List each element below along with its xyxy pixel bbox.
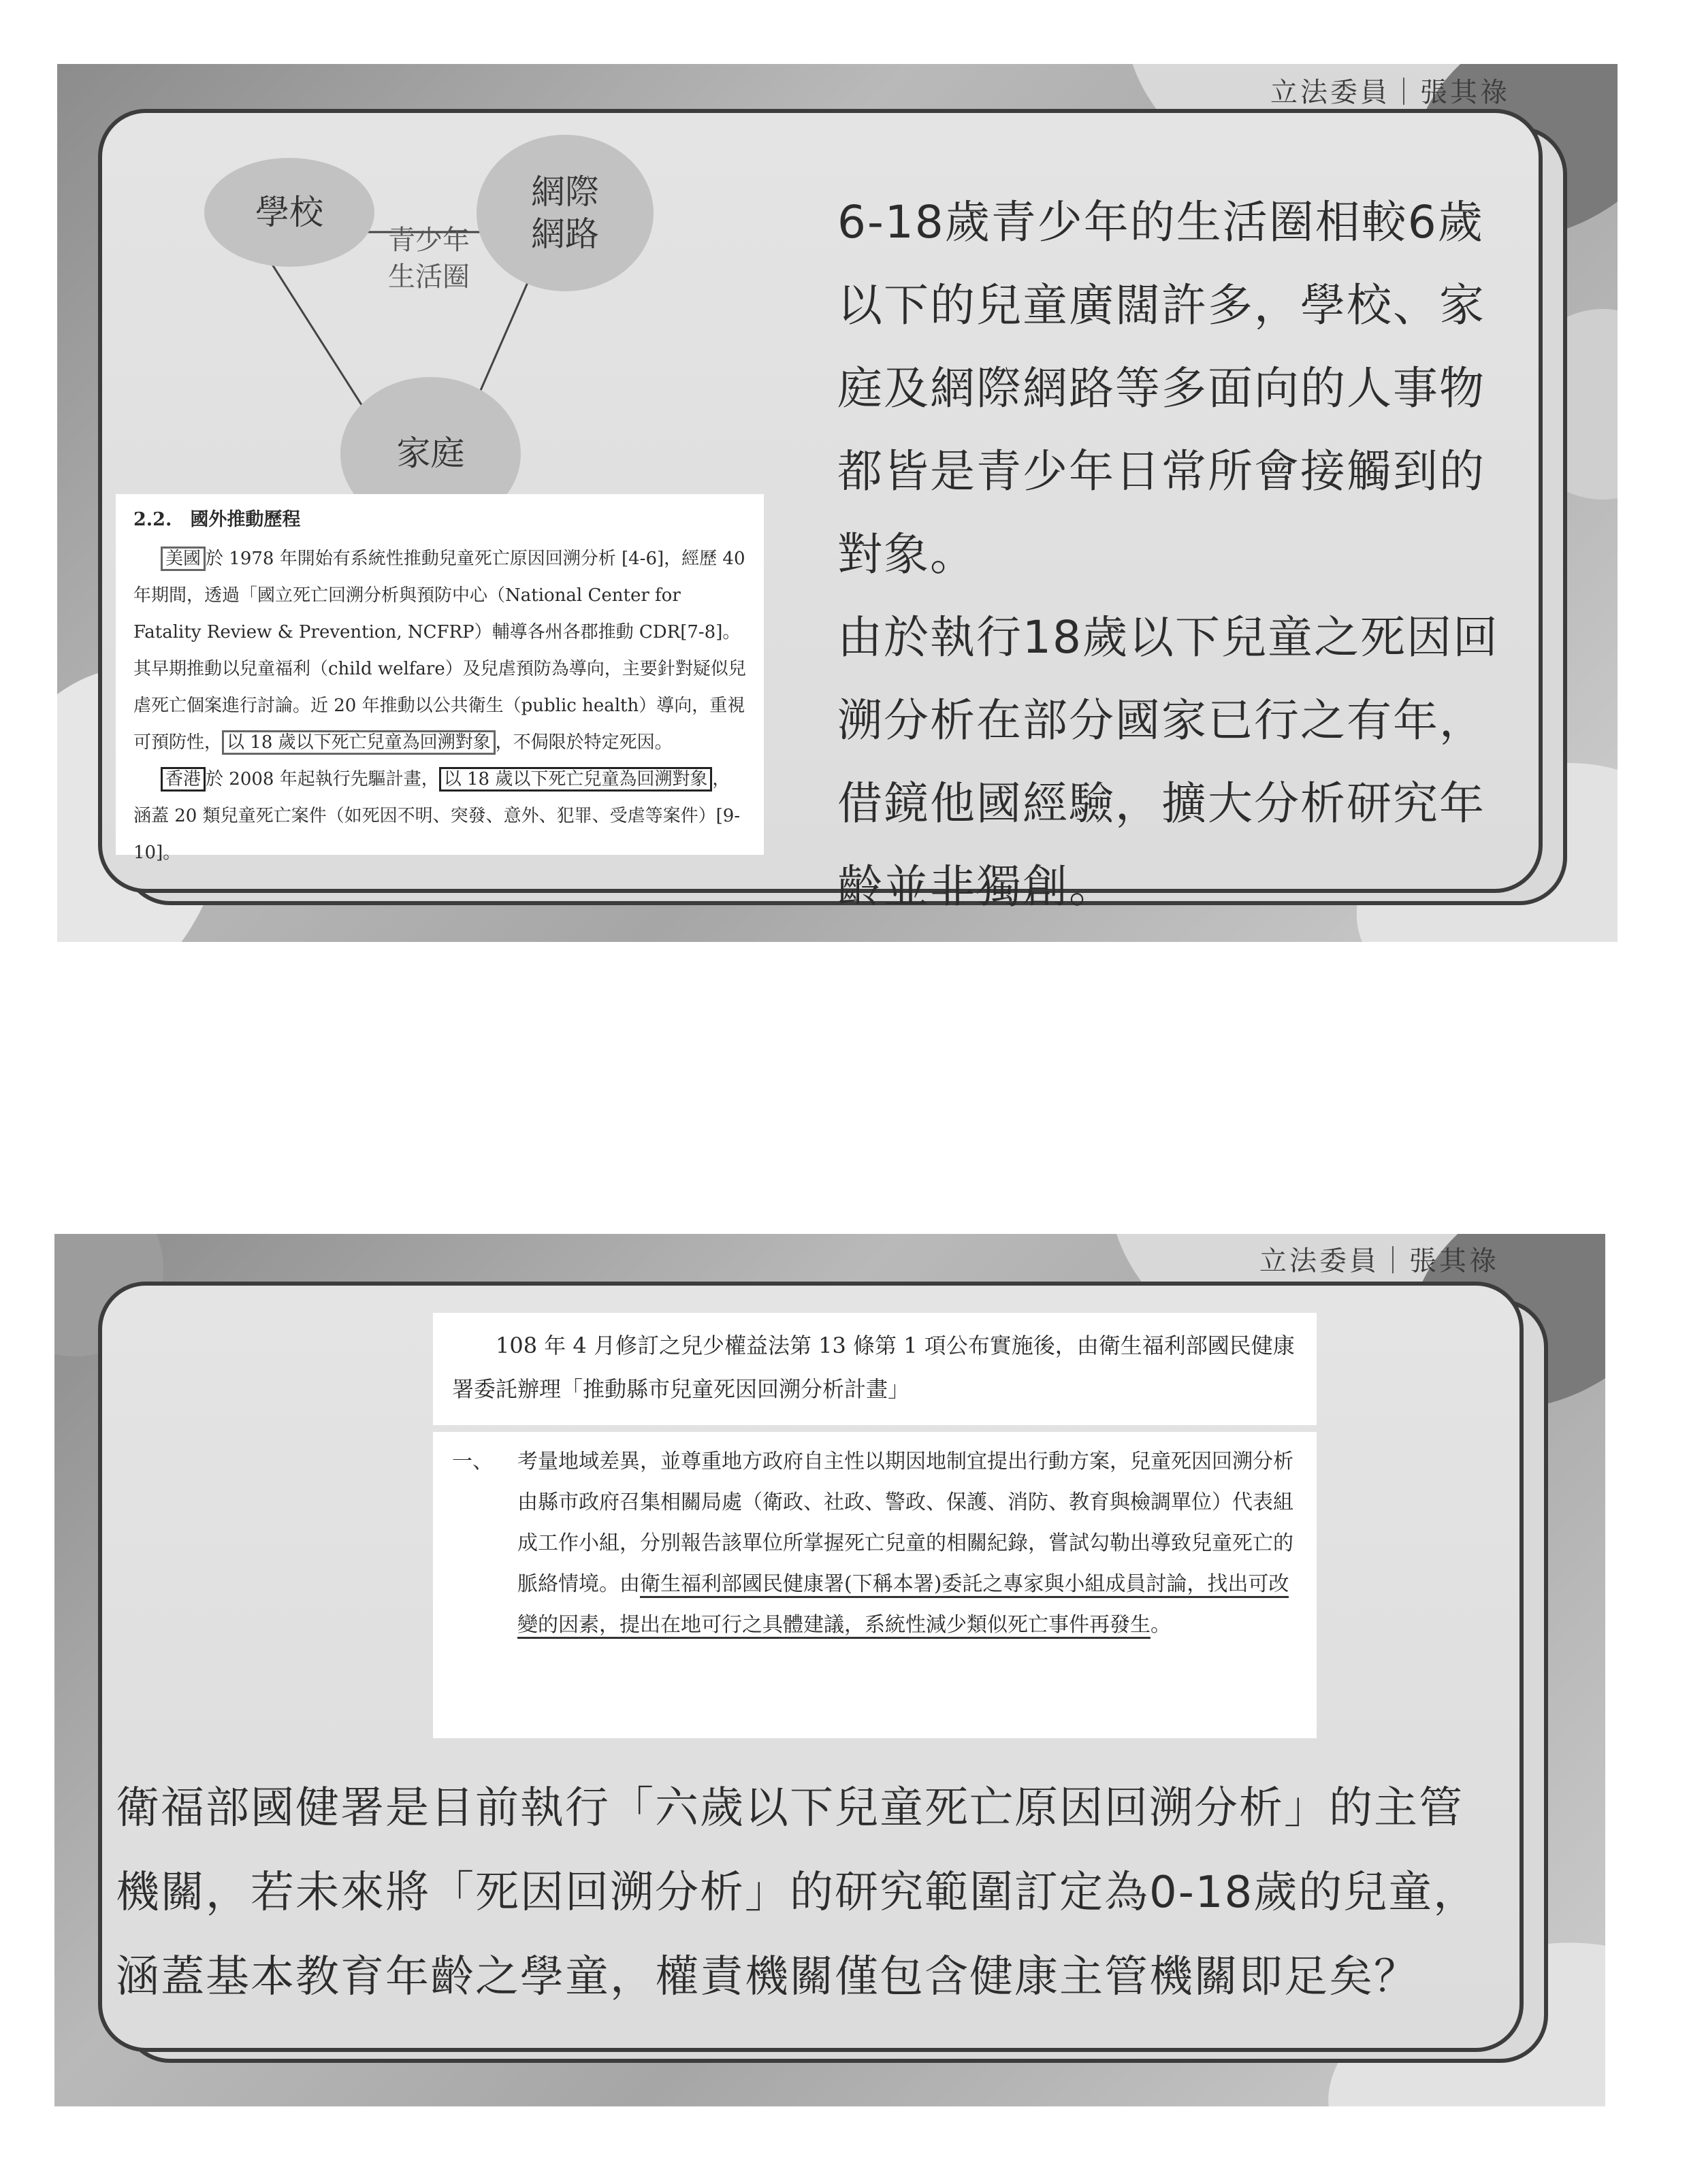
main-text-1: 6-18歲青少年的生活圈相較6歲以下的兒童廣闊許多，學校、家庭及網際網路等多面向的人事物都皆是青少年日常所會接觸到的對象。: [837, 196, 1485, 581]
main-text-2: 由於執行18歲以下兒童之死因回溯分析在部分國家已行之有年，借鏡他國經驗，擴大分析研究年齡並非獨創。: [837, 611, 1499, 913]
excerpt-paragraph: 香港 於 2008 年起執行先驅計畫， 以 18 歲以下死亡兒童為回溯對象 ，涵蓋 20 類兒童死亡案件（如死因不明、突發、意外、犯罪、受虐等案件）[9-10]。: [133, 761, 746, 871]
author-label: 立法委員｜張其祿: [1270, 77, 1510, 108]
highlight-box: 香港: [161, 767, 206, 792]
excerpt-document-1: 108 年 4 月修訂之兒少權益法第 13 條第 1 項公布實施後，由衛生福利部國民健康署委託辦理「推動縣市兒童死因回溯分析計畫」: [433, 1313, 1317, 1425]
node-internet: 網際 網路: [477, 135, 654, 291]
node-school: 學校: [204, 158, 374, 267]
excerpt-paragraph: 美國 於 1978 年開始有系統性推動兒童死亡原因回溯分析 [4-6]，經歷 40 年期間，透過「國立死亡回溯分析與預防中心（National Center for Fatality Review & Prevention, NCFRP）輔導各州各郡推動 CDR[7-8]。其早期推動以兒童福利（child welfare）及兒虐預防為導向，主要針對疑似兒虐死亡個案進行討論。近 20 年推動以公共衛生（public health）導向，重視可預防性， 以 18 歲以下死亡兒童為回溯對象 ，不侷限於特定死因。: [133, 540, 746, 761]
author-label: 立法委員｜張其祿: [1259, 1245, 1499, 1277]
diagram-center-label: 青少年 生活圈: [388, 225, 470, 293]
excerpt-document-2: [433, 1432, 1317, 1738]
excerpt-document: [116, 494, 764, 863]
highlight-box: 以 18 歲以下死亡兒童為回溯對象: [439, 767, 713, 792]
highlight-box: 以 18 歲以下死亡兒童為回溯對象: [222, 730, 496, 755]
highlight-box: 美國: [161, 547, 206, 571]
underlined-text: 衛生福利部國民健康署(下稱本署)委託之專家與小組成員討論，找出可改變的因素，提出在地可行之具體建議，系統性減少類似死亡事件再發生: [517, 1572, 1289, 1639]
item-number: 一、: [452, 1450, 493, 1473]
node-family: 家庭: [340, 377, 521, 530]
content-card: [98, 1282, 1524, 2052]
excerpt-heading: 2.2. 國外推動歷程: [133, 509, 301, 530]
slide-2: [54, 1234, 1605, 2106]
item-text: 考量地域差異，並尊重地方政府自主性以期因地制宜提出行動方案，兒童死因回溯分析由縣市政府召集相關局處（衛政、社政、警政、保護、消防、教育與檢調單位）代表組成工作小組，分別報告該單位所掌握死亡兒童的相關紀錄，嘗試勾勒出導致兒童死亡的脈絡情境。由衛生福利部國民健康署(下稱本署)委託之專家與小組成員討論，找出可改變的因素，提出在地可行之具體建議，系統性減少類似死亡事件再發生。: [517, 1441, 1298, 1729]
main-text-bottom: 衛福部國健署是目前執行「六歲以下兒童死亡原因回溯分析」的主管機關，若未來將「死因回溯分析」的研究範圍訂定為0-18歲的兒童，涵蓋基本教育年齡之學童，權責機關僅包含健康主管機關即足矣？: [116, 1783, 1479, 2002]
content-card: [98, 109, 1543, 913]
slide-1: [57, 64, 1618, 942]
